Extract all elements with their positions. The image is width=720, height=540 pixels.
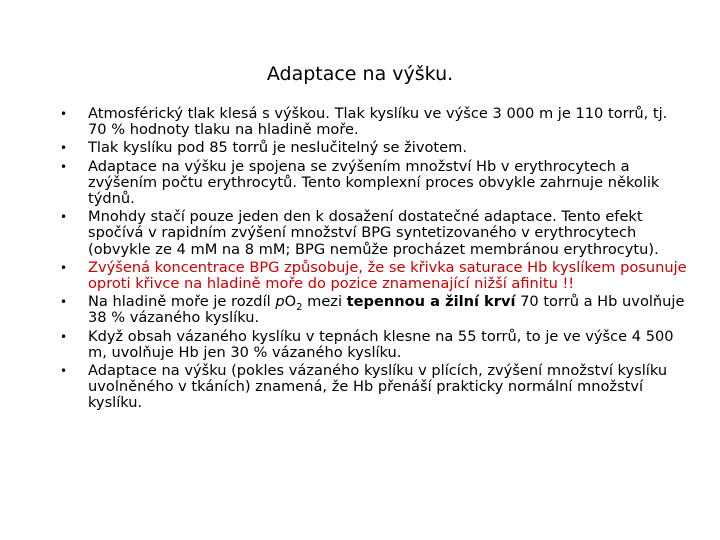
list-item-text-part: Na hladině moře je rozdíl [88,293,276,311]
bullet-icon: • [60,107,68,121]
partial-pressure-symbol: p [275,293,285,311]
bullet-icon: • [60,159,68,174]
list-item-text: Atmosférický tlak klesá s výškou. Tlak kyslíku ve výšce 3 000 m je 110 torrů, tj. 70 % hodnoty tlaku na hladině moře. [88,105,668,139]
slide-title: Adaptace na výšku. [266,63,454,85]
list-item [60,362,688,412]
list-item-text: Když obsah vázaného kyslíku v tepnách klesne na 55 torrů, to je ve výšce 4 500 m, uvolňuje Hb jen 30 % vázaného kyslíku. [88,327,674,361]
bullet-icon: • [60,329,68,344]
list-item-text: Adaptace na výšku je spojena se zvýšením množství Hb v erythrocytech a zvýšením počtu erythrocytů. Tento komplexní proces obvykle zahrnuje několik týdnů. [88,157,660,208]
list-item-text-part: 70 torrů a Hb uvolňuje 38 % vázaného kyslíku. [88,293,685,327]
bullet-list [60,105,688,414]
list-item [60,258,688,293]
list-item [60,327,688,361]
list-item [60,157,688,208]
list-item [60,105,688,139]
bullet-icon: • [60,210,68,225]
bullet-icon: • [60,260,68,275]
list-item [60,293,688,327]
list-item-text-part: mezi [302,293,347,311]
bullet-icon: • [60,141,68,156]
list-item-text-highlighted: Zvýšená koncentrace BPG způsobuje, že se křivka saturace Hb kyslíkem posunuje oproti křivce na hladině moře do pozice znamenající nižší afinitu !! [88,258,687,293]
bullet-icon: • [60,364,68,379]
list-item-text: Tlak kyslíku pod 85 torrů je neslučitelný se životem. [88,139,467,157]
list-item-text: Mnohdy stačí pouze jeden den k dosažení dostatečné adaptace. Tento efekt spočívá v rapidním zvýšení množství BPG syntetizovaného v erythrocytech (obvykle ze 4 mM na 8 mM; BPG nemůže procházet membránou erythrocytu). [88,208,659,258]
oxygen-subscript: 2 [296,302,303,314]
bullet-icon: • [60,295,68,310]
bold-phrase: tepennou a žilní krví [346,293,516,311]
list-item-text: Adaptace na výšku (pokles vázaného kyslíku v plících, zvýšení množství kyslíku uvolněného v tkáních) znamená, že Hb přenáší prakticky normální množství kyslíku. [88,362,668,412]
list-item [60,139,688,157]
oxygen-symbol: O [284,293,297,311]
list-item [60,208,688,258]
